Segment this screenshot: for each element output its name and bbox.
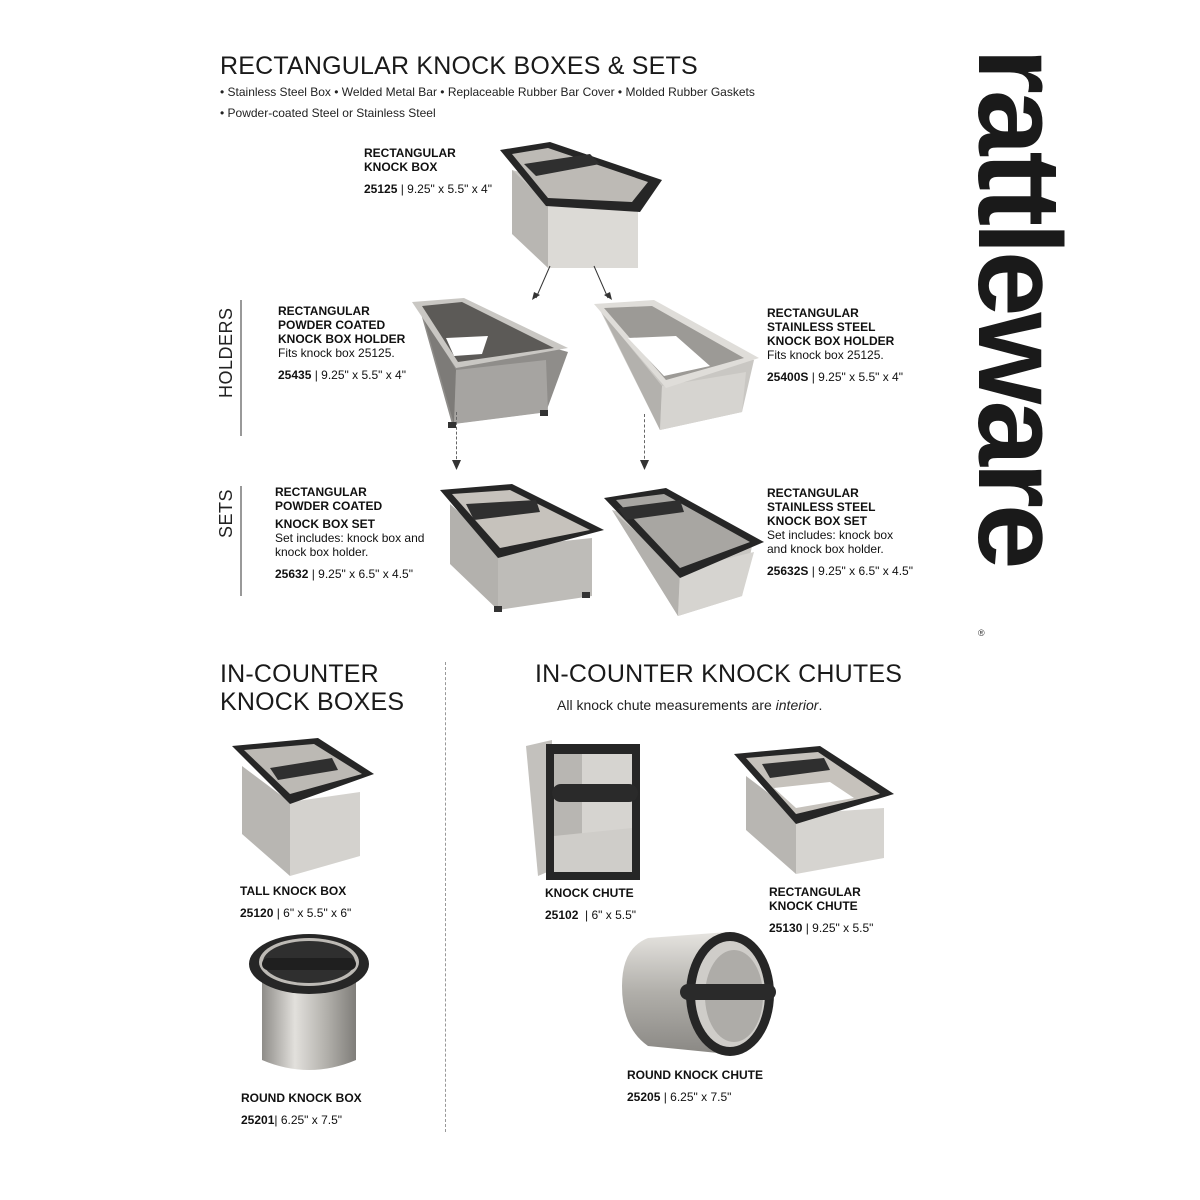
product-title: RECTANGULAR <box>275 485 367 499</box>
product-spec <box>767 564 913 578</box>
note-text: . <box>818 697 823 713</box>
arrow-head-icon <box>452 460 461 470</box>
product-description: and knock box holder. <box>767 542 884 556</box>
product-title: KNOCK BOX SET <box>767 514 868 528</box>
product-dims: | 9.25" x 5.5" x 4" <box>397 182 492 196</box>
feature-bullets-line1: • Stainless Steel Box • Welded Metal Bar • Replaceable Rubber Bar Cover • Molded Rubber Gaskets <box>220 85 755 99</box>
product-title: RECTANGULAR <box>278 304 370 318</box>
product-image-round-chute <box>618 928 778 1064</box>
product-spec <box>241 1113 362 1127</box>
product-sku: 25125 <box>364 182 398 196</box>
product-dims: | 6.25" x 7.5" <box>274 1113 343 1127</box>
product-sku: 25205 <box>627 1090 661 1104</box>
product-sku: 25400S <box>767 370 809 384</box>
product-title: ROUND KNOCK BOX <box>241 1091 362 1105</box>
section-title-line: KNOCK BOXES <box>220 688 405 716</box>
product-spec <box>769 921 873 935</box>
product-pc-holder-info <box>278 304 406 382</box>
product-title: STAINLESS STEEL <box>767 500 876 514</box>
section-title-in-counter-chutes: IN-COUNTER KNOCK CHUTES <box>535 660 903 688</box>
product-title: TALL KNOCK BOX <box>240 884 347 898</box>
product-image-tall-box <box>228 738 378 878</box>
product-sku: 25130 <box>769 921 803 935</box>
product-title: RECTANGULAR <box>767 306 859 320</box>
product-image-pc-set <box>440 482 605 612</box>
product-title: KNOCK CHUTE <box>769 899 858 913</box>
product-sku: 25632 <box>275 567 309 581</box>
product-dims: | 9.25" x 5.5" x 4" <box>808 370 903 384</box>
product-sku: 25632S <box>767 564 809 578</box>
side-label-sets: SETS <box>216 488 236 538</box>
product-pc-set-info <box>275 485 424 581</box>
product-spec <box>627 1090 763 1104</box>
product-spec <box>767 370 903 384</box>
product-title: KNOCK BOX <box>364 160 438 174</box>
note-text: All knock chute measurements are <box>557 697 776 713</box>
product-image-round-box <box>244 930 374 1080</box>
product-ss-holder-info <box>767 306 903 384</box>
product-dims: | 9.25" x 6.5" x 4.5" <box>308 567 413 581</box>
arrow-to-pc-set <box>456 412 457 464</box>
product-title: POWDER COATED <box>275 499 383 513</box>
product-dims: | 9.25" x 5.5" x 4" <box>311 368 406 382</box>
brand-logo: rattleware <box>953 48 1085 566</box>
product-image-ss-holder <box>594 300 759 435</box>
product-description: knock box holder. <box>275 545 369 559</box>
product-round-box-info <box>241 1091 362 1127</box>
note-emphasis: interior <box>775 697 819 713</box>
product-sku: 25435 <box>278 368 312 382</box>
product-title: KNOCK BOX HOLDER <box>278 332 406 346</box>
product-rect-knock-box-info <box>364 146 492 196</box>
product-dims: | 6" x 5.5" x 6" <box>273 906 352 920</box>
registered-mark: ® <box>978 628 985 638</box>
product-image-knock-chute <box>522 740 642 880</box>
product-sku: 25102 <box>545 908 579 922</box>
product-spec <box>278 368 406 382</box>
section-divider <box>445 662 446 1132</box>
section-title-line: IN-COUNTER <box>220 660 379 688</box>
product-title: KNOCK CHUTE <box>545 886 634 900</box>
product-dims: | 6.25" x 7.5" <box>660 1090 732 1104</box>
product-image-pc-holder <box>408 296 568 431</box>
product-description: Set includes: knock box and <box>275 531 425 545</box>
product-description: Fits knock box 25125. <box>767 348 884 362</box>
section-title-rectangular: RECTANGULAR KNOCK BOXES & SETS <box>220 52 698 80</box>
product-spec <box>364 182 492 196</box>
product-description: Set includes: knock box <box>767 528 894 542</box>
arrow-head-icon <box>640 460 649 470</box>
divider-sets <box>240 486 242 596</box>
product-title: RECTANGULAR <box>769 885 861 899</box>
product-title: ROUND KNOCK CHUTE <box>627 1068 763 1082</box>
product-rect-chute-info <box>769 885 873 935</box>
product-spec <box>545 908 636 922</box>
feature-bullets <box>220 82 755 124</box>
product-title: RECTANGULAR <box>767 486 859 500</box>
product-dims: | 9.25" x 6.5" x 4.5" <box>808 564 913 578</box>
product-title: RECTANGULAR <box>364 146 456 160</box>
chute-measurement-note <box>557 697 822 713</box>
product-ss-set-info <box>767 486 913 578</box>
feature-bullets-line2: • Powder-coated Steel or Stainless Steel <box>220 106 436 120</box>
product-title: STAINLESS STEEL <box>767 320 876 334</box>
product-knock-chute-info <box>545 886 636 922</box>
product-sku: 25201 <box>241 1113 275 1127</box>
product-spec <box>240 906 351 920</box>
product-dims: | 6" x 5.5" <box>578 908 637 922</box>
product-title: POWDER COATED <box>278 318 386 332</box>
section-title-in-counter-boxes <box>220 660 404 716</box>
product-dims: | 9.25" x 5.5" <box>802 921 874 935</box>
divider-holders <box>240 300 242 436</box>
side-label-holders: HOLDERS <box>216 307 236 398</box>
product-title: KNOCK BOX HOLDER <box>767 334 895 348</box>
product-image-rect-knock-box <box>490 140 670 270</box>
product-tall-box-info <box>240 884 351 920</box>
product-round-chute-info <box>627 1068 763 1104</box>
product-sku: 25120 <box>240 906 274 920</box>
product-title: KNOCK BOX SET <box>275 517 376 531</box>
product-spec <box>275 567 424 581</box>
product-image-ss-set <box>604 486 764 618</box>
arrow-to-ss-set <box>644 414 645 464</box>
product-image-rect-chute <box>734 746 896 876</box>
product-description: Fits knock box 25125. <box>278 346 395 360</box>
